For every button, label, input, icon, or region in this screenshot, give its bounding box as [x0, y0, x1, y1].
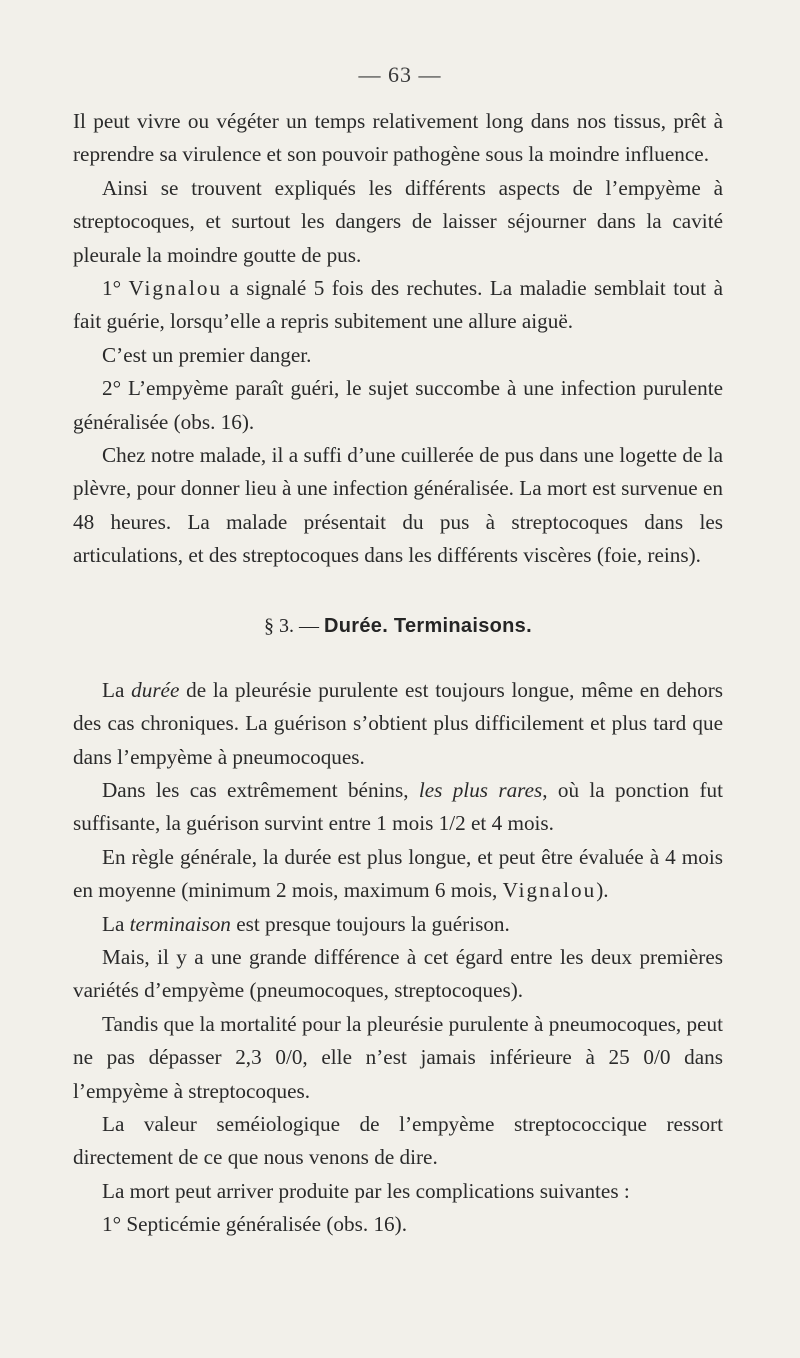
paragraph-rares [73, 774, 723, 841]
page-number: — 63 — [358, 62, 442, 87]
paragraph-difference: Mais, il y a une grande différence à cet égard entre les deux premières variétés d’empyème (pneumocoques, streptocoques). [73, 944, 723, 1003]
section-heading [73, 611, 723, 641]
section-title: Durée. Terminaisons. [324, 614, 532, 637]
body-text [73, 105, 723, 1242]
section-number: § 3. [264, 614, 295, 637]
paragraph-duree [73, 674, 723, 774]
paragraph-septicemie: 1° Septicémie généralisée (obs. 16). [102, 1212, 407, 1237]
author-vignalou: Vignalou [128, 276, 223, 301]
section-dash: — [294, 614, 325, 637]
paragraph-valeur: La valeur seméiologique de l’empyème streptococcique ressort directement de ce que nous venons de dire. [73, 1111, 723, 1170]
regle-text: En règle générale, la durée est plus longue, et peut être évaluée à 4 mois en moyenne (minimum 2 mois, maximum 6 mois, [73, 844, 723, 903]
term-terminaison: terminaison [129, 911, 231, 936]
paragraph-case: Chez notre malade, il a suffi d’une cuillerée de pus dans une logette de la plèvre, pour donner lieu à une infection généralisée. La mort est survenue en 48 heures. La malade présentait du pus à streptocoques dans les articulations, et des streptocoques dans les différents viscères (foie, reins). [73, 443, 723, 568]
paragraph-danger-1 [73, 272, 723, 339]
author-vignalou-2: Vignalou [502, 878, 597, 903]
paragraph-mortalite: Tandis que la mortalité pour la pleurésie purulente à pneumocoques, peut ne pas dépasser 2,3 0/0, elle n’est jamais inférieure à 25 0/0 dans l’empyème à streptocoques. [73, 1011, 723, 1103]
paragraph-persistence: Il peut vivre ou végéter un temps relativement long dans nos tissus, prêt à reprendre sa virulence et son pouvoir pathogène sous la moindre influence. [73, 109, 723, 167]
term-duree: durée [131, 677, 180, 702]
rares-prefix: Dans les cas extrêmement bénins, [102, 777, 419, 802]
paragraph-complications: La mort peut arriver produite par les complications suivantes : [102, 1178, 630, 1203]
duree-text: de la pleurésie purulente est toujours longue, même en dehors des cas chroniques. La guérison s’obtient plus difficilement et plus tard que dans l’empyème à pneumocoques. [73, 677, 723, 769]
danger-1-text: a signalé 5 fois des rechutes. La maladie semblait tout à fait guérie, lorsqu’elle a repris subitement une allure aiguë. [73, 276, 723, 334]
danger-1-number: 1° [102, 276, 122, 301]
paragraph-first-danger: C’est un premier danger. [102, 342, 312, 367]
paragraph-terminaison [73, 908, 723, 941]
paragraph-danger-2: 2° L’empyème paraît guéri, le sujet succombe à une infection purulente généralisée (obs. 16). [73, 376, 723, 434]
regle-end: ). [596, 878, 609, 903]
paragraph-aspects: Ainsi se trouvent expliqués les différents aspects de l’empyème à streptocoques, et surtout les dangers de laisser séjourner dans la cavité pleurale la moindre goutte de pus. [73, 175, 723, 267]
duree-prefix: La [102, 677, 132, 702]
paragraph-regle [73, 841, 723, 908]
terminaison-prefix: La [102, 911, 130, 936]
terminaison-text: est presque toujours la guérison. [230, 911, 510, 936]
rares-text: , où la ponction fut suffisante, la guérison survint entre 1 mois 1/2 et 4 mois. [73, 777, 723, 836]
term-plus-rares: les plus rares [418, 777, 543, 802]
